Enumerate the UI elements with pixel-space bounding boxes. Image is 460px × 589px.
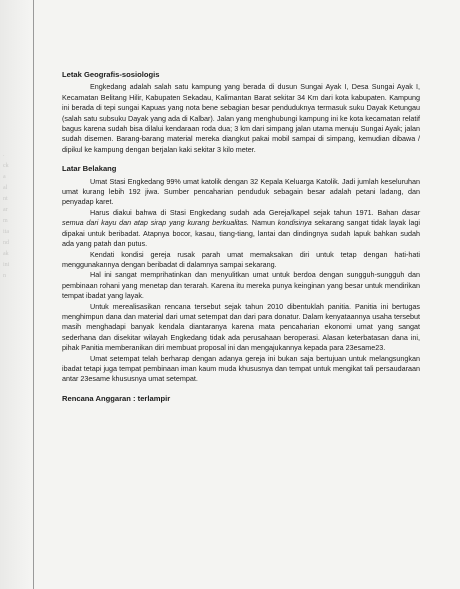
paragraph: Untuk merealisasikan rencana tersebut sejak tahun 2010 dibentuklah panitia. Panitia ini bertugas menghimpun dana dan material dari umat setempat dan dari para donatur. Dalam kenyataannya usaha tersebut masih menghadapi banyak kendala diantaranya karena mata pencaharian ekonomi umat yang sangat sederhana dan disekitar wilayah Engkedang tidak ada perusahaan beroperasi. Alasan keterbatasan dana ini, pihak Panitia memberanikan diri membuat proposal ini dan mengajukannya kepada para 23esame23. (62, 301, 420, 353)
paragraph: Umat setempat telah berharap dengan adanya gereja ini bukan saja bertujuan untuk melangsungkan ibadat tetapi juga tempat pembinaan iman kaum muda khususnya dan tempat untuk mengikat tali persaudaraan antar 23esame khususnya umat setempat. (62, 353, 420, 384)
paragraph-text: Harus diakui bahwa di Stasi Engkedang sudah ada Gereja/kapel sejak tahun 1971. Bahan (90, 207, 403, 217)
paragraph: Kendati kondisi gereja rusak parah umat memaksakan diri untuk tetap dengan hati-hati menggunakannya dengan beribadat di dalamnya sampai sekarang. (62, 249, 420, 269)
section-heading: Letak Geografis-sosiologis (62, 70, 160, 79)
paragraph (62, 208, 420, 250)
paragraph-emphasis: kondisinya (277, 218, 312, 228)
paragraph: Umat Stasi Engkedang 99% umat katolik dengan 32 Kepala Keluarga Katolik. Jadi jumlah keseluruhan umat kurang lebih 192 jiwa. Sumber pencaharian penduduk sebagain besar adalah petani ladang, dan penyadap karet. (62, 176, 420, 207)
binding-line (33, 0, 34, 589)
document-body (62, 70, 420, 413)
paragraph: Hal ini sangat memprihatinkan dan menyulitkan umat untuk berdoa dengan sungguh-sungguh dan pembinaan rohani yang menetap dan terarah. Karena itu mereka punya keinginan yang besar untuk mendirikan tempat ibadat yang layak. (62, 270, 420, 301)
bleed-through-text: . ck a al nt ar m ita nd ak ini n (3, 152, 10, 279)
section-heading: Latar Belakang (62, 164, 117, 174)
section-latar-belakang (62, 164, 420, 385)
paragraph-text: Namun (248, 218, 278, 228)
section-rencana-anggaran (62, 394, 420, 404)
paragraph-emphasis: dasar semua dari kayu dan atap sirap yang kurang berkualitas. (62, 207, 420, 228)
paragraph: Engkedang adalah salah satu kampung yang berada di dusun Sungai Ayak I, Desa Sungai Ayak I, Kecamatan Belitang Hilir, Kabupaten Sekadau, Kalimantan Barat sekitar 34 Km dari kota kabupaten. Kampung ini berada di tepi sungai Kapuas yang nota bene sebagian besar penduduknya termasuk suku Dayak Ketungau (salah satu subsuku Dayak yang ada di Kalbar). Jalan yang menghubungi kampung ini ke kota kecamatan relatif bagus karena sudah bisa dilalui kendaraan roda dua; 3 km dari simpang jalan utama menuju Sungai Ayak; jalan sudah disemen. Barang-barang material mereka diangkut pakai mobil sampai di simpang, kemudian dibawa / dipikul ke kampung dengan berjalan kaki sekitar 3 kilo meter. (62, 82, 420, 154)
paragraph-text: sekarang sangat tidak layak lagi dipakai untuk beribadat. Atapnya bocor, kasau, tiang-tiang, lantai dan dindingnya sudah lapuk bahkan sudah ada yang patah dan putus. (62, 218, 420, 249)
section-geografis (62, 70, 420, 155)
section-heading: Rencana Anggaran : terlampir (62, 393, 171, 403)
